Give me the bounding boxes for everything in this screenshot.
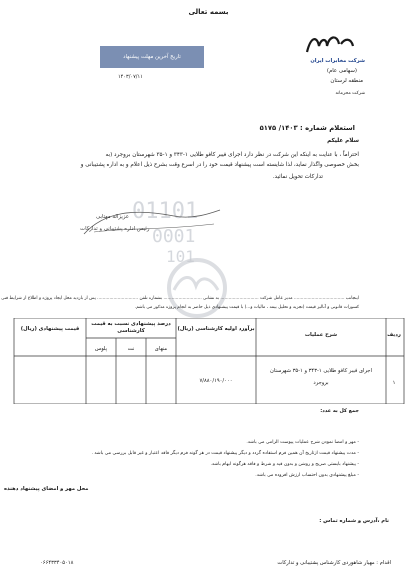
name-address-label: نام ،آدرس و شماره تماس :: [319, 518, 389, 524]
svg-text:101: 101: [166, 247, 195, 266]
row-1-desc-cont: بروجرد: [313, 380, 329, 386]
company-name: شرکت مخابرات ایران: [310, 58, 365, 64]
body-line-3: تدارکات تحویل نمائید.: [272, 174, 323, 180]
contact-person: اقدام : مهیار شاهوردی کارشناس پشتیبانی و تدارکات: [277, 560, 391, 566]
col-percent-header: درصد پیشنهادی نسبت به قیمت کارشناسی: [91, 321, 171, 335]
watermark-logo: [112, 178, 282, 338]
col-row-header: ردیف: [387, 332, 401, 338]
company-logo: [303, 32, 355, 54]
deadline-title: تاریخ آخرین مهلت پیشنهاد: [123, 54, 181, 60]
col-desc-header: شرح عملیات: [304, 332, 338, 338]
row-1-index: ۱: [392, 380, 396, 386]
note-1: - مهر و امضا نمودن شرح عملیات پیوست الزامی می باشد.: [246, 440, 359, 445]
classification-label: شرکت محرمانه: [335, 91, 365, 96]
note-2: - مدت پیشنهاد قیمت ازتاریخ آن همین فرم استفاده گردد و دیگر پیشنهاد قیمت در هر گونه فرم دیگر فاقد اعتبار و غیر قابل بررسی می باشد .: [91, 451, 359, 456]
company-type: (سهامی عام): [326, 68, 357, 74]
declaration-line-2: کسورات قانونی و آنالیز قیمت (تجزیه و تحلیل بیمه ، مالیات و...) با قیمت پیشنهادی ذیل حاضر به انجام پروژه مذکور می باشم.: [134, 305, 359, 310]
note-3: - پیشنهاد بایستی صریح و روشن و بدون قید و شرط و فاقد هرگونه ابهام باشد.: [210, 462, 359, 467]
signature-graphic: [74, 206, 224, 240]
deadline-date: ۱۴۰۳/۰۷/۱۱: [118, 74, 143, 80]
contact-number: ۰۶۶۴۳۳۴۰۵۰۱۸: [40, 560, 74, 566]
col-zero-header: نت: [127, 346, 135, 352]
declaration-line-1: اینجانب ..................................... مدیر عامل شرکت ............................ به نشانی ............................ بشماره تلفن .............................. پس از بازدید محل ایجاد پروژه و اطلاع از شرایط فنی: [1, 296, 359, 301]
signer-title: رئیس اداره پشتیبانی و تدارکات: [80, 226, 150, 232]
total-label: جمع کل به عدد:: [320, 408, 359, 414]
row-1-desc: اجرای فیبر کافو طلایی ۱-۳۴۳ و ۱-۳۵ شهرستان: [270, 368, 372, 374]
col-estimate-header: برآورد اولیه کارشناسی (ریال): [177, 326, 255, 332]
svg-text:0001: 0001: [152, 226, 196, 247]
besmellah-heading: بسمه تعالی: [188, 8, 229, 16]
greeting: سلام علیکم: [327, 138, 359, 144]
inquiry-number: استعلام شماره : ۱۴۰۳/ ۵۱۷۵: [259, 124, 355, 132]
body-line-2: بخش خصوصی واگذار نماید، لذا شایسته است پیشنهاد قیمت خود را در اسرع وقت بشرح ذیل اعلام و به اداره پشتیبانی و: [80, 162, 359, 168]
svg-text:01101: 01101: [132, 199, 199, 224]
company-region: منطقه لرستان: [330, 78, 363, 84]
row-1-estimate: ۷/۸۸۰/۱۹۰/۰۰۰: [199, 378, 233, 384]
seal-label: محل مهر و امضای پیشنهاد دهنده: [4, 486, 89, 492]
col-plus-header: پلوس: [94, 346, 108, 352]
col-minus-header: منهای: [154, 346, 168, 352]
body-line-1: احتراماً ، با عنایت به اینکه این شرکت در نظر دارد اجرای فیبر کافو طلایی ۱-۳۴۳ و ۱-۳۵ شهرستان بروجرد (به: [105, 152, 359, 158]
col-price-header: قیمت پیشنهادی (ریال): [20, 326, 80, 332]
signer-name: عزیزاله مهتابی: [96, 214, 130, 220]
note-4: - مبلغ پیشنهادی بدون احتساب ارزش افزوده می باشد.: [255, 473, 359, 478]
